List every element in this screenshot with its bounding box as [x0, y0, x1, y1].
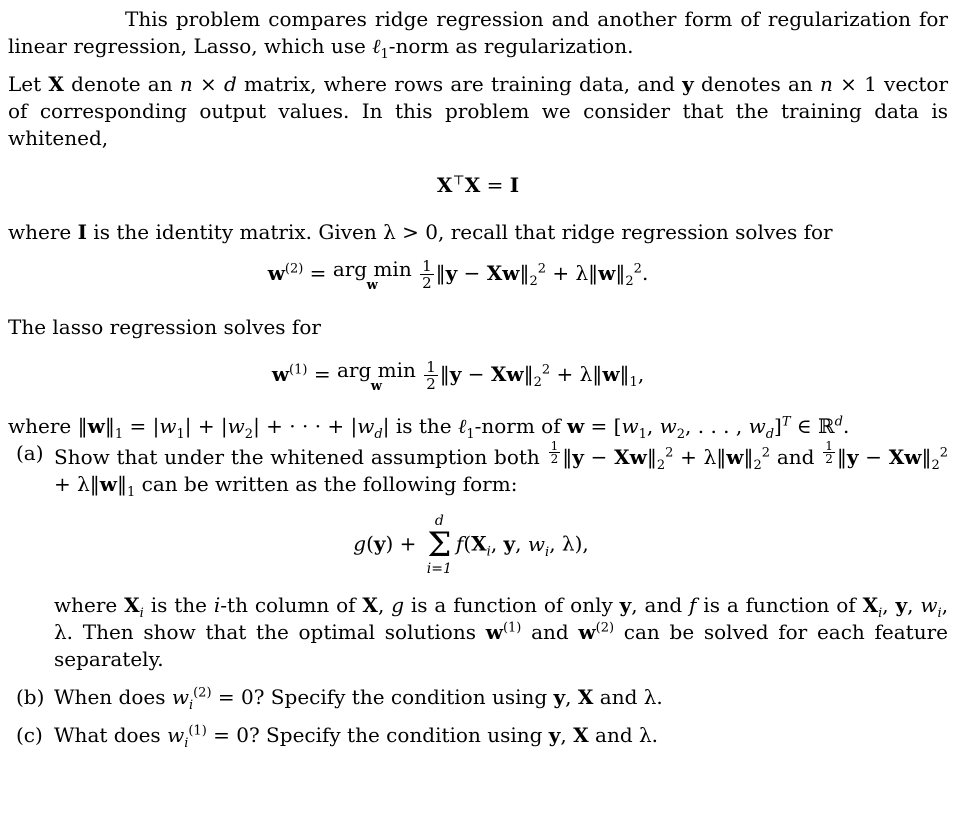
argmin-operator: arg min w [332, 257, 412, 293]
argmin-operator: arg min w [336, 358, 416, 394]
fraction-half: $\frac{1}{2}$ [825, 439, 833, 466]
part-b-text: When does $w_i^{(2)} = 0$? Specify the condition using y, X and λ. [54, 685, 663, 713]
ridge-equation: $w^{(2)}$ = arg min w $\frac{1}{2}$ ‖y − $Xw‖_2^2$ + $\lambda‖w‖_2^2$. [267, 257, 649, 293]
fraction-half: $\frac{1}{2}$ [426, 358, 436, 393]
part-a-label: (a) [16, 441, 44, 465]
fraction-half: $\frac{1}{2}$ [422, 257, 432, 292]
part-a-text: Show that under the whitened assumption both $\frac{1}{2}$ ‖y − $Xw‖_2^2$ + $\lambda‖w‖_2^2$ and $\frac{1}{2}$ ‖y − $Xw‖_2^2$ + $\lambda‖w‖_1$ can be written as the following form: [54, 439, 948, 500]
lasso-intro-paragraph: The lasso regression solves for [8, 315, 321, 339]
lasso-equation: $w^{(1)}$ = arg min w $\frac{1}{2}$ ‖y − $Xw‖_2^2$ + $\lambda‖w‖_1$, [271, 358, 645, 394]
setup-paragraph: Let X denote an n × d matrix, where rows are training data, and y denotes an n × 1 vector of corresponding output values. In this problem we consider that the training data is whitened, [8, 72, 949, 150]
part-b-label: (b) [16, 685, 45, 709]
part-a [8, 440, 948, 673]
part-a-followup: where $X_i$ is the i-th column of X, g is a function of only y, and f is a function of $X_i$, y, $w_i$, λ. Then show that the optimal solutions $w^{(1)}$ and $w^{(2)}$ can be solved for each feature separately. [54, 593, 949, 671]
intro-paragraph: This problem compares ridge regression and another form of regularization for linear regression, Lasso, which use ℓ$_1$-norm as regularization. [8, 7, 948, 62]
whitening-equation: X⊤X = I [436, 173, 520, 197]
identity-paragraph: where I is the identity matrix. Given λ > 0, recall that ridge regression solves for [8, 220, 833, 244]
part-b [8, 684, 948, 711]
l1-definition: where $‖w‖_1 = |w_1| + |w_2|$ + · · · + $|w_d|$ is the ℓ$_1$-norm of $w = [w_1$, $w_2$, . . . , $w_d]^T$ ∈ ℝ$^d$. [8, 414, 850, 442]
part-c-text: What does $w_i^{(1)} = 0$? Specify the condition using y, X and λ. [54, 723, 659, 751]
part-c [8, 722, 948, 749]
part-c-label: (c) [16, 723, 43, 747]
sum-operator: d Σ i=1 [426, 513, 452, 577]
fraction-half: $\frac{1}{2}$ [550, 439, 559, 466]
separable-form-equation: g(y) + d Σ i=1 $f(X_i$, y, $w_i$, λ), [353, 513, 589, 577]
